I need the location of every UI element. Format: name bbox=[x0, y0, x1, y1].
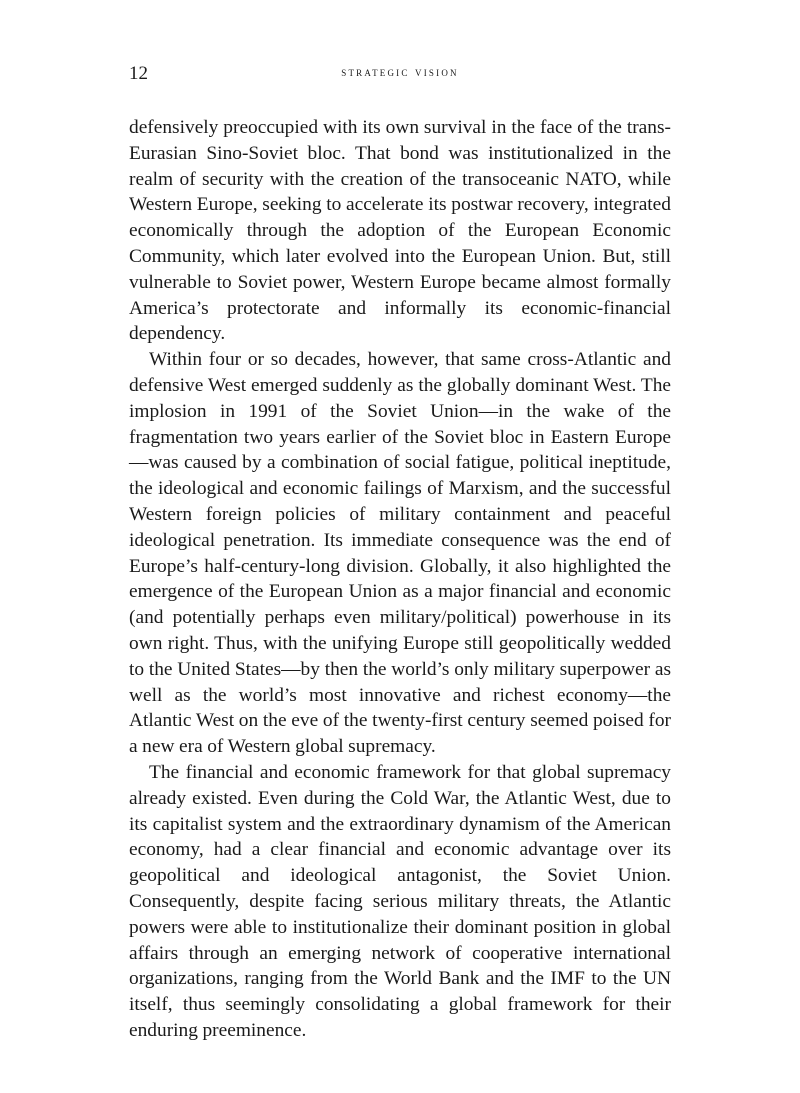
page-number: 12 bbox=[129, 63, 148, 84]
paragraph: Within four or so decades, however, that same cross-Atlantic and defensive West emerged suddenly as the globally dominant West. The implosion in 1991 of the Soviet Union—in the wake of the fragmentation two years earlier of the Soviet bloc in Eastern Europe—was caused by a combination of social fatigue, political ineptitude, the ideological and economic failings of Marxism, and the successful Western foreign policies of military containment and peaceful ideological penetration. Its immediate consequence was the end of Europe’s half-century-long division. Globally, it also highlighted the emergence of the European Union as a major financial and economic (and potentially perhaps even military/political) powerhouse in its own right. Thus, with the unifying Europe still geopolitically wedded to the United States—by then the world’s only military superpower as well as the world’s most innovative and richest economy—the Atlantic West on the eve of the twenty-first century seemed poised for a new era of Western global supremacy. bbox=[129, 349, 671, 758]
paragraph-continued: defensively preoccupied with its own survival in the face of the trans-Eurasian Sino-Soviet bloc. That bond was institutionalized in the realm of security with the creation of the transoceanic NATO, while Western Europe, seeking to accelerate its postwar recovery, integrated economically through the adoption of the European Economic Community, which later evolved into the European Union. But, still vulnerable to Soviet power, Western Europe became almost formally America’s protectorate and informally its economic-financial dependency. bbox=[129, 117, 671, 345]
paragraph: The financial and economic framework for that global supremacy already existed. Even during the Cold War, the Atlantic West, due to its capitalist system and the extraordinary dynamism of the American economy, had a clear financial and economic advantage over its geopolitical and ideological antagonist, the Soviet Union. Consequently, despite facing serious military threats, the Atlantic powers were able to institutionalize their dominant position in global affairs through an emerging network of cooperative international organizations, ranging from the World Bank and the IMF to the UN itself, thus seemingly consolidating a global framework for their enduring preeminence. bbox=[129, 761, 671, 1041]
body-text bbox=[129, 115, 671, 1044]
running-head bbox=[129, 62, 671, 86]
running-title: strategic vision bbox=[341, 64, 459, 79]
